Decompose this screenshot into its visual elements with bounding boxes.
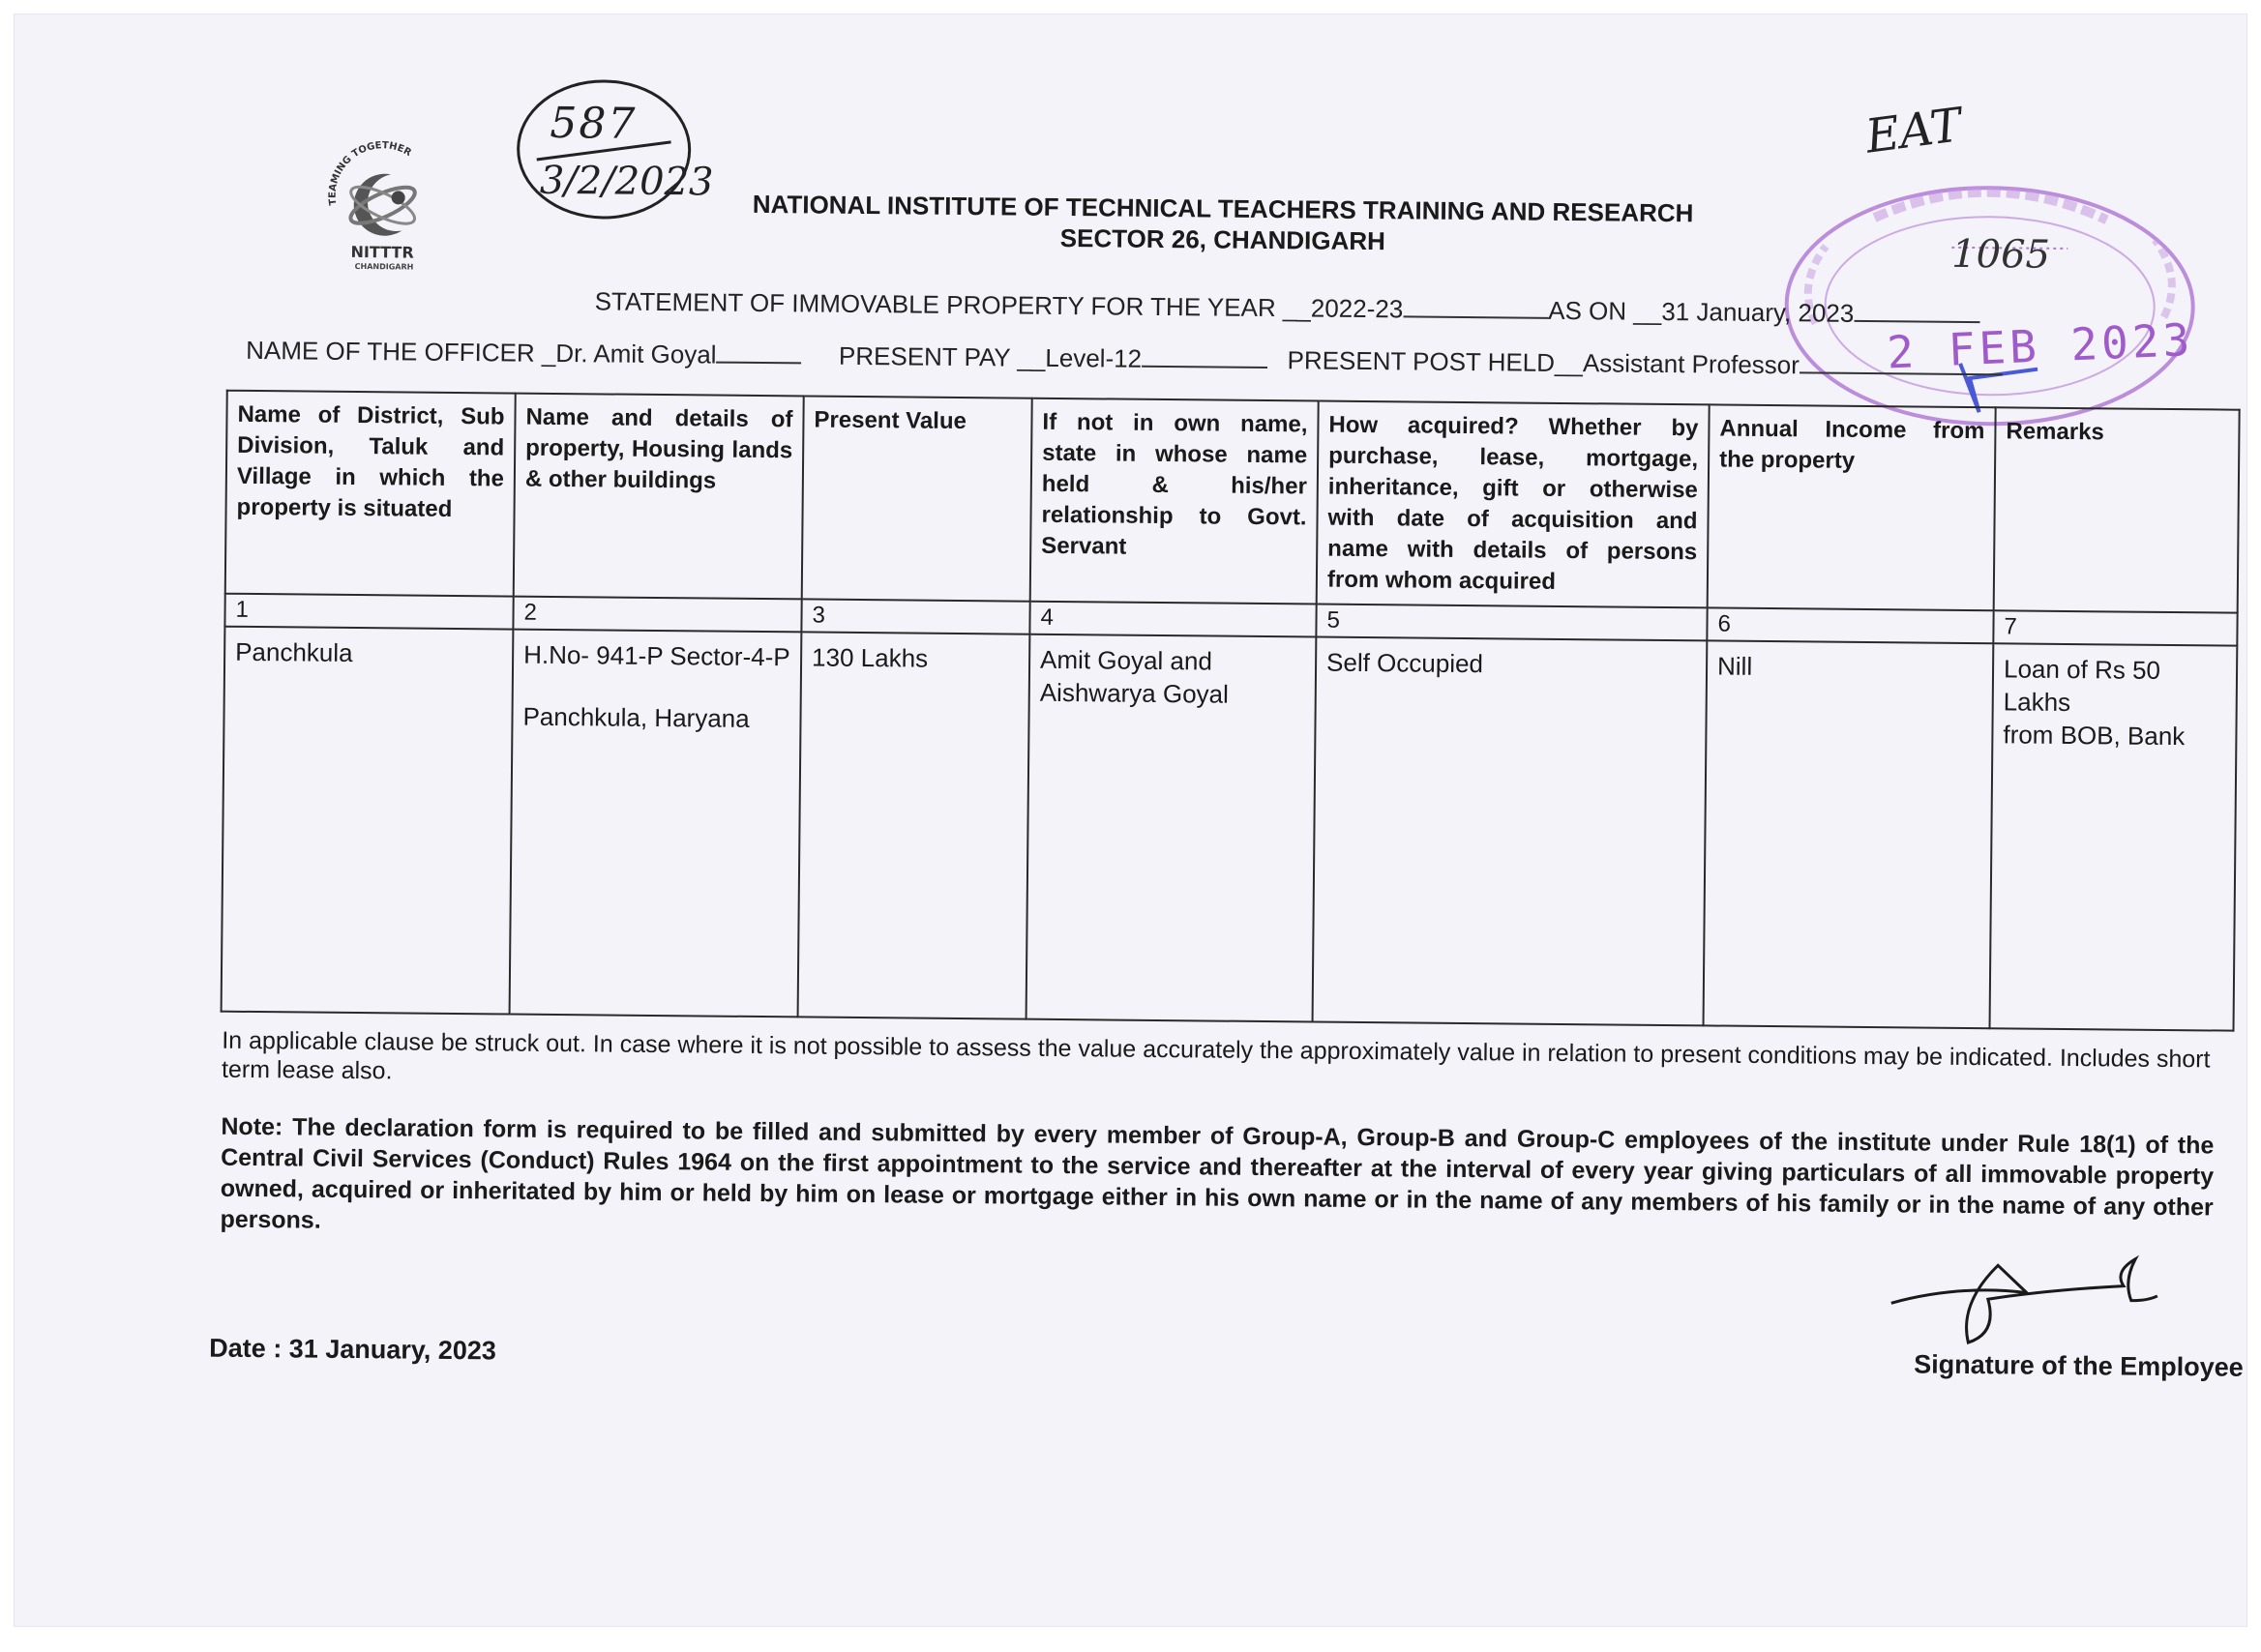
blank-line [1142, 344, 1267, 369]
property-table [221, 390, 2241, 1032]
table-row [222, 627, 2238, 1031]
post-held: Assistant Professor [1582, 348, 1800, 380]
table-header-row [225, 391, 2240, 613]
header-property-details: Name and details of property, Housing lands & other buildings [514, 394, 804, 600]
property-line-2: Panchkula, Haryana [522, 701, 750, 733]
header-held-name: If not in own name, state in whose name held & his/her relationship to Govt. Servant [1030, 398, 1319, 605]
present-pay: Level-12 [1045, 342, 1143, 373]
header-remarks: Remarks [1994, 407, 2240, 612]
statement-year: 2022-23 [1310, 293, 1404, 324]
cell-remarks [1990, 643, 2238, 1030]
stamp-date: 2 FEB 2023 [1886, 312, 2195, 379]
header-annual-income: Annual Income from the property [1708, 404, 1996, 610]
logo-city: CHANDIGARH [354, 261, 414, 272]
header-present-value: Present Value [802, 396, 1032, 601]
officer-line [246, 336, 2003, 382]
post-held-label: PRESENT POST HELD__ [1287, 345, 1584, 378]
officer-name-label: NAME OF THE OFFICER _ [246, 335, 556, 368]
present-pay-label: PRESENT PAY __ [838, 340, 1046, 372]
cell-acquired: Self Occupied [1313, 637, 1708, 1026]
cell-property [510, 630, 802, 1018]
column-number: 5 [1316, 605, 1707, 641]
remarks-line-1: Loan of Rs 50 Lakhs [2003, 654, 2161, 718]
as-on-date: 31 January, 2023 [1661, 296, 1855, 328]
blank-line [1800, 350, 2003, 375]
declaration-note: Note: The declaration form is required to be filled and submitted by every member of Group-A, Group-B and Group-C employees of the institute under Rule 18(1) of the Central Civil Services (Conduct) Rules 1964 on the first appointment to the service and thereafter at the interval of every year giving particulars of all immovable property owned, acquired or inheritated by him or held by him on lease or mortgage either in his own name or in the name of any members of his family or in the name of any other persons. [220, 1112, 2215, 1234]
blank-line [1854, 299, 1979, 323]
blank-line [716, 340, 801, 365]
institute-name: NATIONAL INSTITUTE OF TECHNICAL TEACHERS TRAINING AND RESEARCH [752, 189, 1694, 228]
held-by-line-1: Amit Goyal and [1039, 644, 1213, 676]
cell-district: Panchkula [222, 627, 514, 1015]
diary-date: 3/2/2023 [539, 158, 714, 205]
property-line-1: H.No- 941-P Sector-4-P [523, 639, 790, 672]
column-number: 7 [1993, 610, 2237, 645]
blank-line [1403, 294, 1548, 318]
held-by-line-2: Aishwarya Goyal [1039, 677, 1230, 709]
header-district: Name of District, Sub Division, Taluk and Village in which the property is situated [225, 391, 516, 597]
logo-arc-text: TEAMING TOGETHER [327, 140, 413, 206]
column-number: 3 [801, 599, 1029, 634]
logo-name: NITTTR [350, 242, 414, 262]
cell-held-by [1026, 634, 1317, 1022]
officer-name: Dr. Amit Goyal [555, 338, 717, 369]
column-number: 4 [1029, 602, 1316, 637]
remarks-line-2: from BOB, Bank [2003, 720, 2186, 752]
stamp-number: 1065 [1950, 231, 2051, 278]
column-number: 2 [513, 597, 801, 633]
eat-note: EAT [1862, 98, 1965, 164]
as-on-label: AS ON __ [1548, 295, 1662, 326]
signing-date: Date : 31 January, 2023 [209, 1333, 497, 1366]
column-number: 6 [1707, 607, 1993, 643]
column-number: 1 [224, 594, 513, 630]
clause-note: In applicable clause be struck out. In case where it is not possible to assess the value accurately the approximately value in relation to present conditions may be indicated. Includes short term lease also. [221, 1026, 2211, 1085]
diary-number: 587 [550, 98, 638, 149]
institute-address: SECTOR 26, CHANDIGARH [1059, 222, 1386, 256]
statement-prefix: STATEMENT OF IMMOVABLE PROPERTY FOR THE YEAR __ [594, 286, 1311, 323]
signature-label: Signature of the Employee [1914, 1349, 2244, 1382]
cell-value: 130 Lakhs [798, 632, 1030, 1018]
header-how-acquired: How acquired? Whether by purchase, lease, mortgage, inheritance, gift or otherwise with date of acquisition and name with details of persons from whom acquired [1317, 401, 1710, 608]
employee-signature [1881, 1245, 2172, 1354]
cell-income: Nill [1704, 640, 1994, 1028]
